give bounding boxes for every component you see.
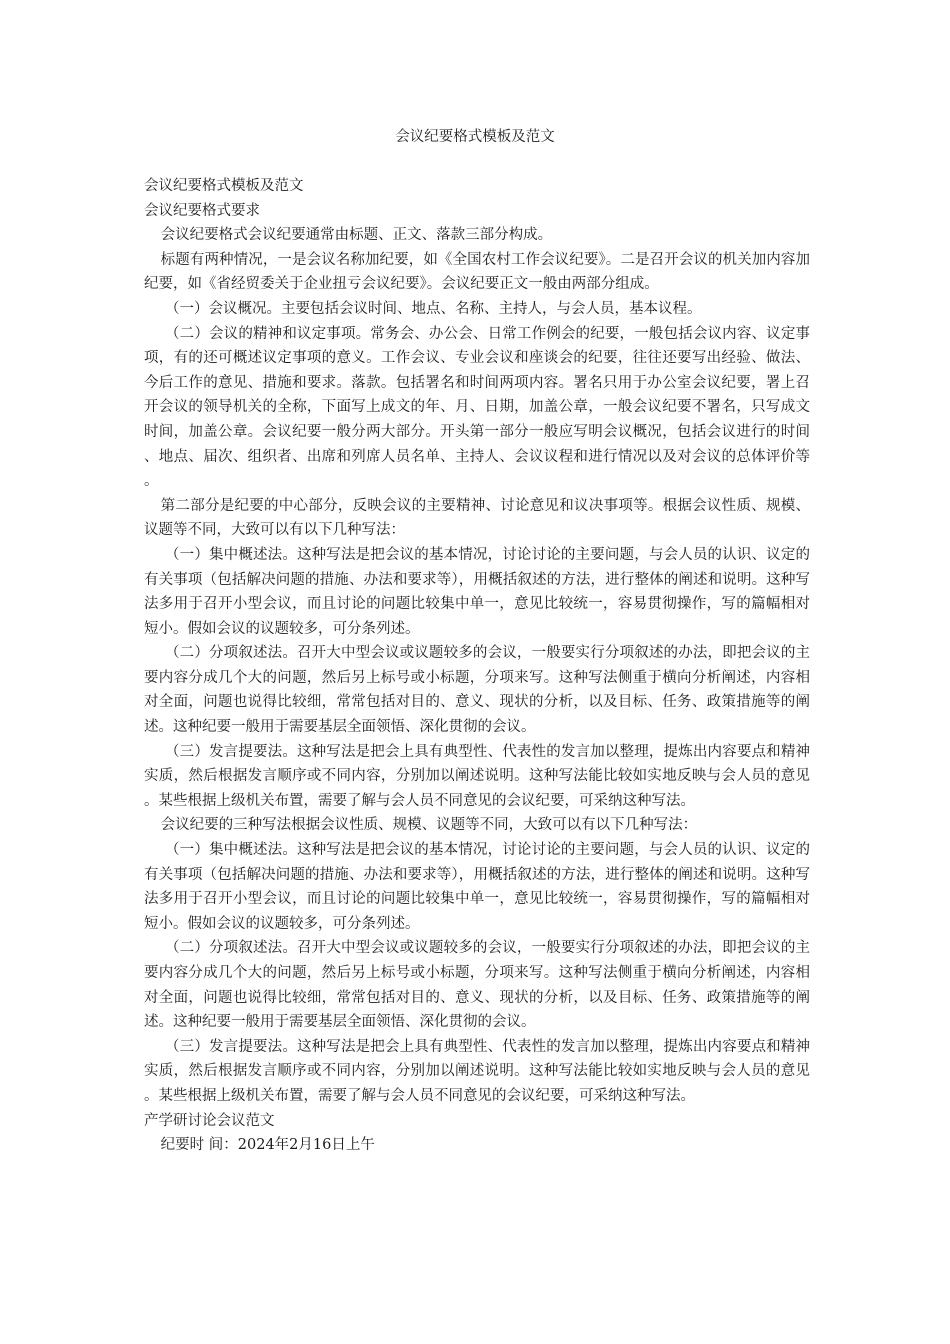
document-title: 会议纪要格式模板及范文 bbox=[395, 129, 555, 145]
section-heading: 会议纪要格式模板及范文 bbox=[144, 178, 304, 194]
paragraph-overview: （一）会议概况。主要包括会议时间、地点、名称、主持人，与会人员，基本议程。 bbox=[165, 300, 702, 317]
paragraph-method-speech-repeat: （三）发言提要法。这种写法是把会上具有典型性、代表性的发言加以整理，提炼出内容要点和精神实质，然后根据发言顺序或不同内容，分别加以阐述说明。这种写法能比较如实地反映与会人员的意见。某些根据上级机关布置，需要了解与会人员不同意见的会议纪要，可采纳这种写法。 bbox=[144, 1038, 810, 1104]
example-time: 纪要时 间：2024年2月16日上午 bbox=[160, 1137, 375, 1154]
paragraph-method-summary-repeat: （一）集中概述法。这种写法是把会议的基本情况，讨论讨论的主要问题，与会人员的认识、议定的有关事项（包括解决问题的措施、办法和要求等），用概括叙述的方法，进行整体的阐述和说明。这种写法多用于召开小型会议，而且讨论的问题比较集中单一，意见比较统一，容易贯彻操作，写的篇幅相对短小。假如会议的议题较多，可分条列述。 bbox=[144, 842, 810, 932]
paragraph-three-methods: 会议纪要的三种写法根据会议性质、规模、议题等不同，大致可以有以下几种写法： bbox=[160, 817, 698, 834]
subsection-heading: 会议纪要格式要求 bbox=[144, 202, 260, 219]
document-body bbox=[144, 174, 810, 1158]
paragraph-title-types: 标题有两种情况，一是会议名称加纪要，如《全国农村工作会议纪要》。二是召开会议的机关加内容加纪要，如《省经贸委关于企业扭亏会议纪要》。会议纪要正文一般由两部分组成。 bbox=[144, 251, 810, 293]
paragraph-method-itemized: （二）分项叙述法。召开大中型会议或议题较多的会议，一般要实行分项叙述的办法，即把会议的主要内容分成几个大的问题，然后另上标号或小标题，分项来写。这种写法侧重于横向分析阐述，内容相对全面，问题也说得比较细，常常包括对目的、意义、现状的分析，以及目标、任务、政策措施等的阐述。这种纪要一般用于需要基层全面领悟、深化贯彻的会议。 bbox=[144, 645, 810, 736]
paragraph-spirit-items: （二）会议的精神和议定事项。常务会、办公会、日常工作例会的纪要，一般包括会议内容、议定事项，有的还可概述议定事项的意义。工作会议、专业会议和座谈会的纪要，往往还要写出经验、做法、今后工作的意见、措施和要求。落款。包括署名和时间两项内容。署名只用于办公室会议纪要，署上召开会议的领导机关的全称，下面写上成文的年、月、日期，加盖公章，一般会议纪要不署名，只写成文时间，加盖公章。会议纪要一般分两大部分。开头第一部分一般应写明会议概况，包括会议进行的时间、地点、届次、组织者、出席和列席人员名单、主持人、会议议程和进行情况以及对会议的总体评价等。 bbox=[144, 325, 810, 490]
example-heading: 产学研讨论会议范文 bbox=[144, 1112, 275, 1129]
paragraph-structure: 会议纪要格式会议纪要通常由标题、正文、落款三部分构成。 bbox=[160, 227, 553, 244]
paragraph-method-summary: （一）集中概述法。这种写法是把会议的基本情况，讨论讨论的主要问题，与会人员的认识、议定的有关事项（包括解决问题的措施、办法和要求等），用概括叙述的方法，进行整体的阐述和说明。这种写法多用于召开小型会议，而且讨论的问题比较集中单一，意见比较统一，容易贯彻操作，写的篇幅相对短小。假如会议的议题较多，可分条列述。 bbox=[144, 546, 810, 637]
paragraph-method-speech: （三）发言提要法。这种写法是把会上具有典型性、代表性的发言加以整理，提炼出内容要点和精神实质，然后根据发言顺序或不同内容，分别加以阐述说明。这种写法能比较如实地反映与会人员的意见。某些根据上级机关布置，需要了解与会人员不同意见的会议纪要，可采纳这种写法。 bbox=[144, 743, 810, 809]
paragraph-part-two: 第二部分是纪要的中心部分，反映会议的主要精神、讨论意见和议决事项等。根据会议性质、规模、议题等不同，大致可以有以下几种写法： bbox=[144, 497, 810, 539]
paragraph-method-itemized-repeat: （二）分项叙述法。召开大中型会议或议题较多的会议，一般要实行分项叙述的办法，即把会议的主要内容分成几个大的问题，然后另上标号或小标题，分项来写。这种写法侧重于横向分析阐述，内容相对全面，问题也说得比较细，常常包括对目的、意义、现状的分析，以及目标、任务、政策措施等的阐述。这种纪要一般用于需要基层全面领悟、深化贯彻的会议。 bbox=[144, 940, 810, 1031]
